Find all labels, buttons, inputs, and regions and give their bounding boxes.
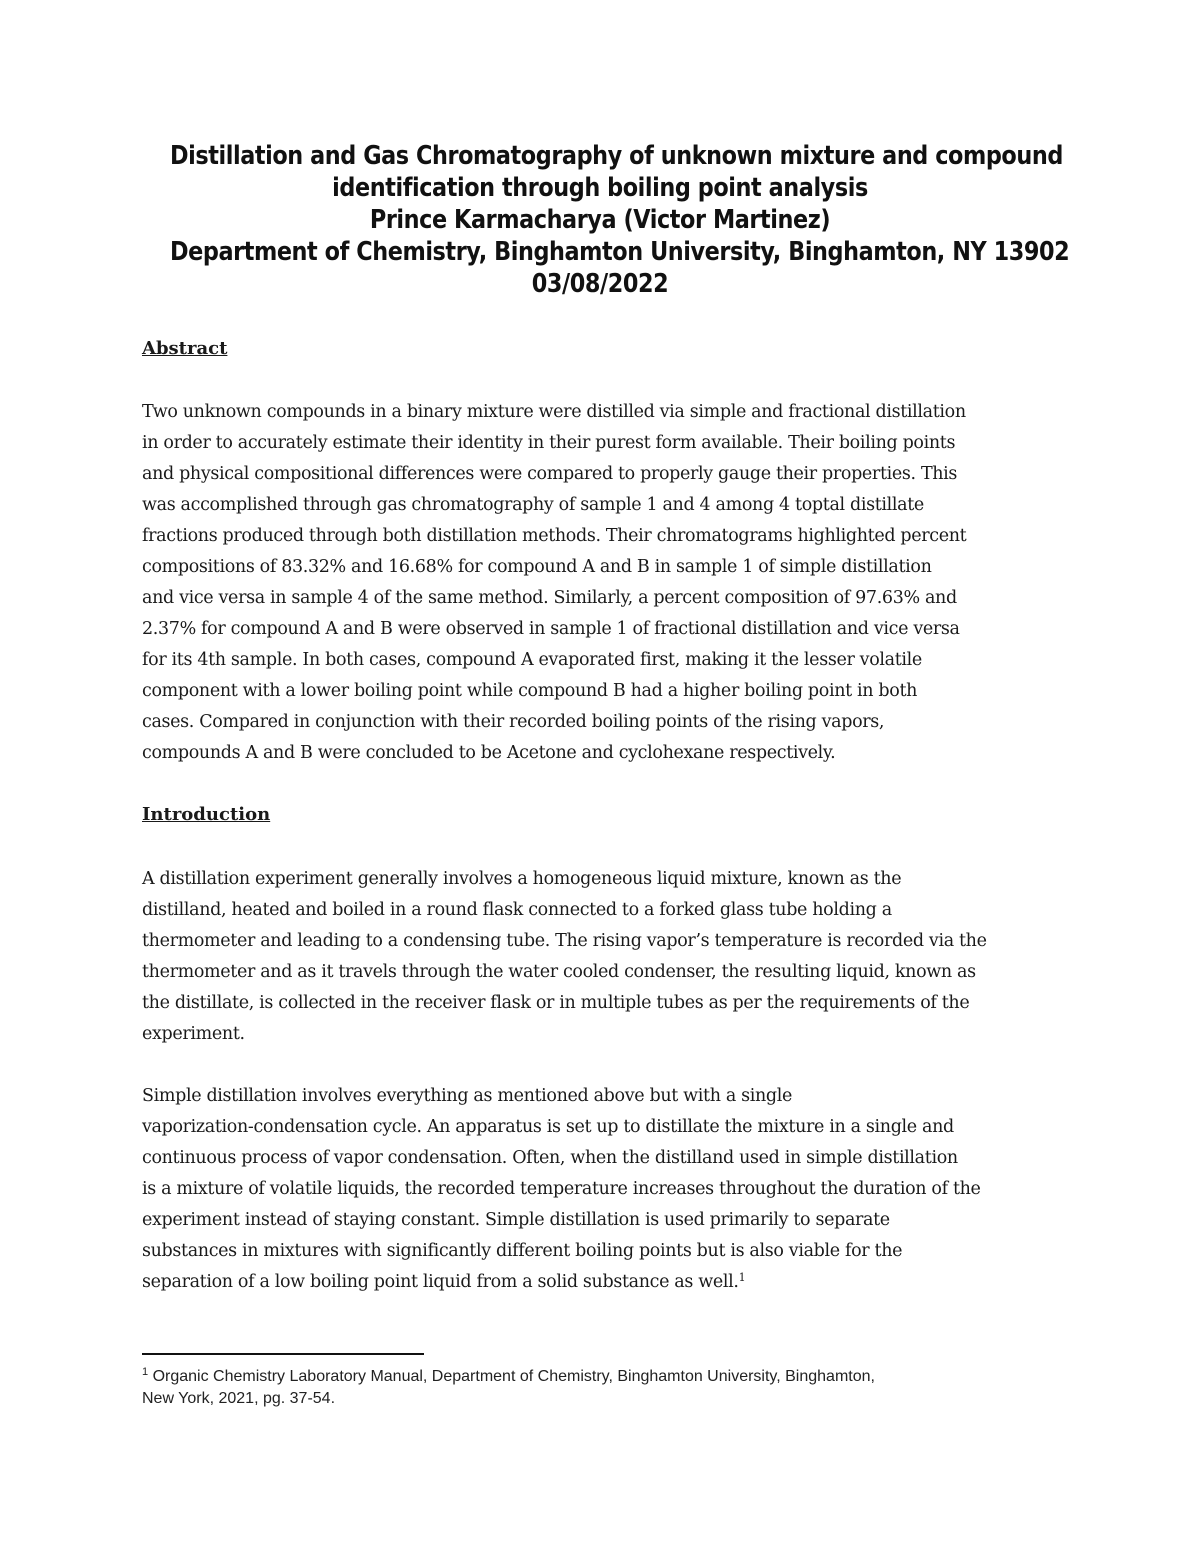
introduction-heading: Introduction [142,804,271,825]
abstract-line: component with a lower boiling point while compound B had a higher boiling point in both [142,681,918,701]
abstract-line: for its 4th sample. In both cases, compound A evaporated first, making it the lesser volatile [142,650,922,670]
abstract-line: compositions of 83.32% and 16.68% for compound A and B in sample 1 of simple distillation [142,557,932,577]
abstract-line: fractions produced through both distillation methods. Their chromatograms highlighted percent [142,526,967,546]
title-line-1: Distillation and Gas Chromatography of unknown mixture and compound [170,141,1063,171]
intro-line: A distillation experiment generally involves a homogeneous liquid mixture, known as the [142,869,902,889]
abstract-paragraph [142,397,1072,769]
abstract-line: and vice versa in sample 4 of the same method. Similarly, a percent composition of 97.63% and [142,588,957,608]
intro-line: Simple distillation involves everything as mentioned above but with a single [142,1086,793,1106]
title-line-2: identification through boiling point analysis [332,173,868,203]
intro-line: thermometer and as it travels through the water cooled condenser, the resulting liquid, known as [142,962,976,982]
author-line: Prince Karmacharya (Victor Martinez) [369,205,831,235]
abstract-line: Two unknown compounds in a binary mixture were distilled via simple and fractional distillation [142,402,966,422]
intro-line: experiment instead of staying constant. Simple distillation is used primarily to separate [142,1210,890,1230]
intro-line: continuous process of vapor condensation. Often, when the distilland used in simple distillation [142,1148,958,1168]
affiliation-line: Department of Chemistry, Binghamton University, Binghamton, NY 13902 [170,237,1070,267]
footnote-line-2: New York, 2021, pg. 37-54. [142,1390,336,1407]
abstract-line: compounds A and B were concluded to be Acetone and cyclohexane respectively. [142,743,836,763]
date-line: 03/08/2022 [531,269,669,299]
introduction-paragraph-2 [142,1081,1072,1298]
intro-line: vaporization-condensation cycle. An apparatus is set up to distillate the mixture in a single and [142,1117,954,1137]
abstract-heading: Abstract [142,338,228,359]
footnote [142,1366,1082,1410]
abstract-line: was accomplished through gas chromatography of sample 1 and 4 among 4 toptal distillate [142,495,924,515]
footnote-divider [142,1353,424,1355]
abstract-line: cases. Compared in conjunction with their recorded boiling points of the rising vapors, [142,712,885,732]
footnote-marker: 1 [142,1366,149,1378]
intro-line: thermometer and leading to a condensing tube. The rising vapor’s temperature is recorded via the [142,931,987,951]
intro-line: experiment. [142,1024,245,1044]
footnote-text: Organic Chemistry Laboratory Manual, Department of Chemistry, Binghamton University, Binghamton, [152,1368,875,1385]
intro-line: the distillate, is collected in the receiver flask or in multiple tubes as per the requirements of the [142,993,970,1013]
introduction-paragraph-1 [142,864,1072,1050]
intro-line [142,1267,1072,1298]
intro-line: substances in mixtures with significantly different boiling points but is also viable for the [142,1241,903,1261]
footnote-line-1 [142,1366,1082,1388]
title-block [170,140,1070,300]
intro-line: is a mixture of volatile liquids, the recorded temperature increases throughout the duration of the [142,1179,981,1199]
footnote-reference[interactable]: 1 [738,1271,746,1284]
abstract-line: and physical compositional differences were compared to properly gauge their properties. This [142,464,958,484]
abstract-line: 2.37% for compound A and B were observed in sample 1 of fractional distillation and vice versa [142,619,960,639]
intro-line: distilland, heated and boiled in a round flask connected to a forked glass tube holding a [142,900,892,920]
intro-line-text: separation of a low boiling point liquid from a solid substance as well. [142,1272,739,1292]
abstract-line: in order to accurately estimate their identity in their purest form available. Their boiling points [142,433,956,453]
